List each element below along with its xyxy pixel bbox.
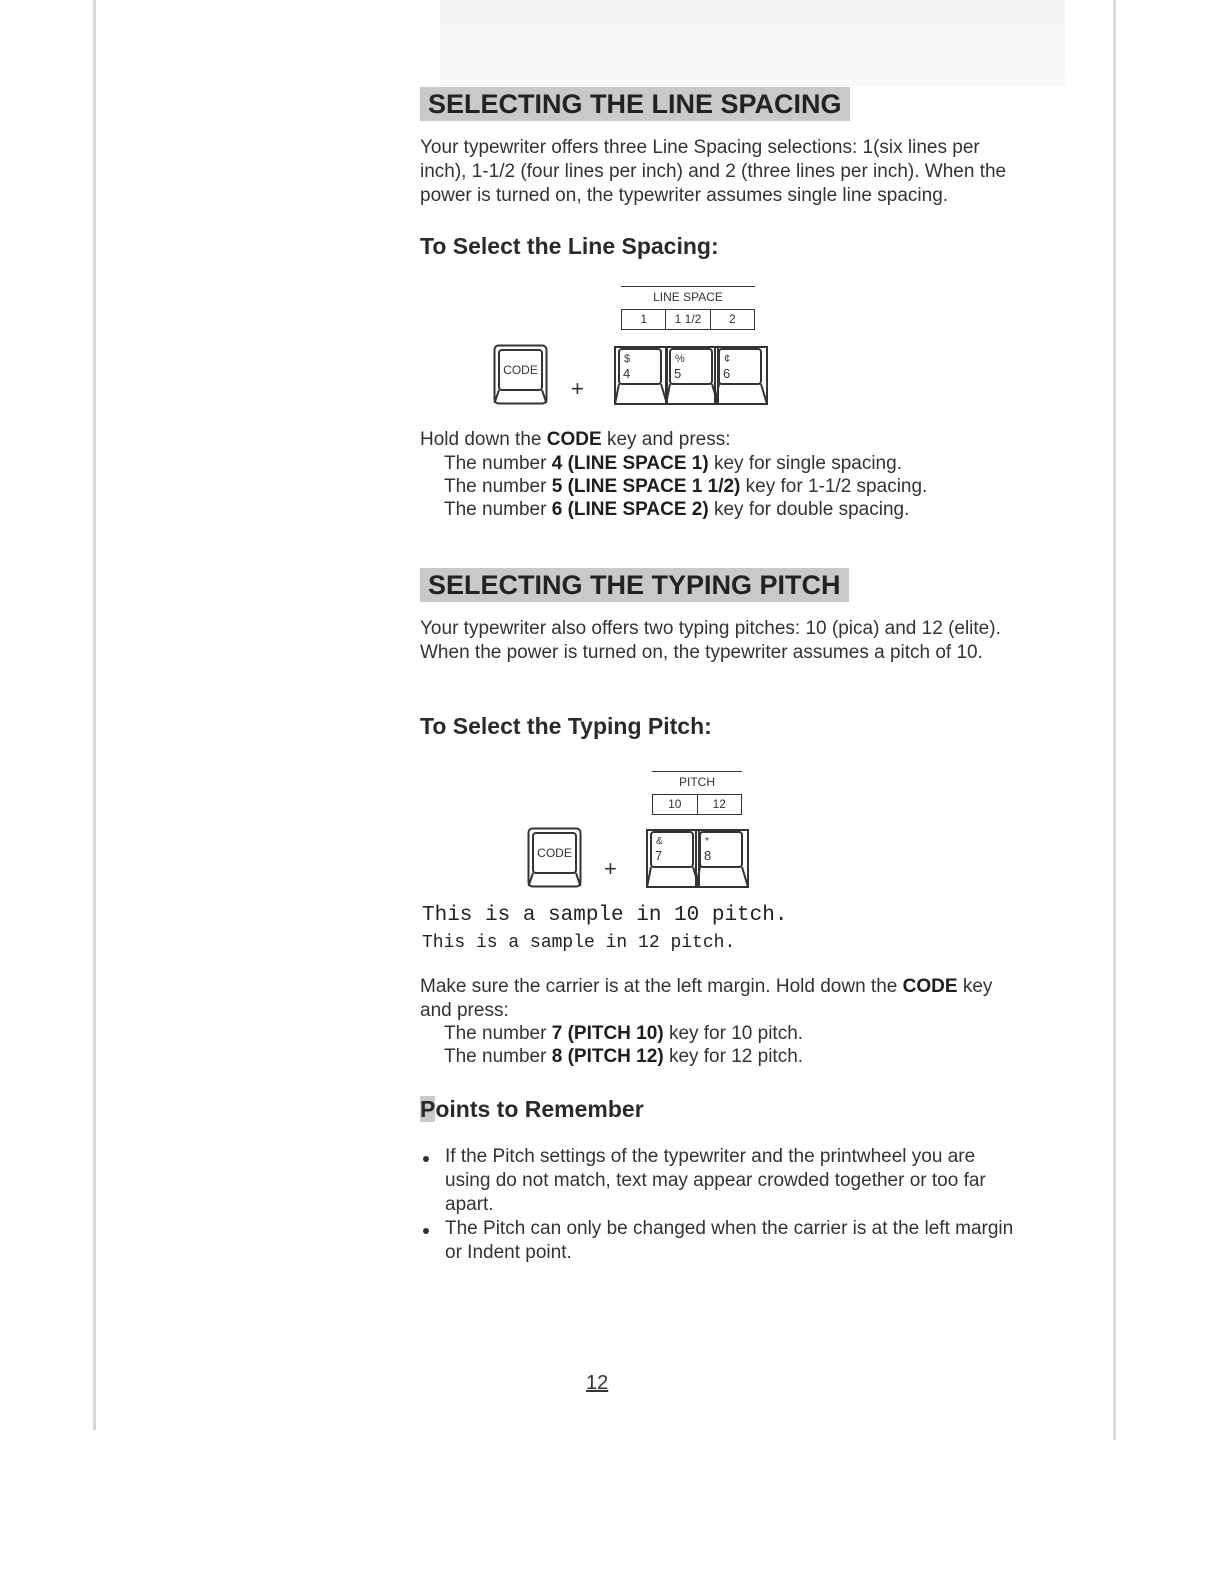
plus-sign: + bbox=[571, 376, 584, 401]
key-6-icon bbox=[714, 346, 768, 406]
typing-pitch-instruction bbox=[420, 975, 992, 999]
key-5-icon bbox=[665, 346, 719, 406]
line-spacing-title: SELECTING THE LINE SPACING bbox=[420, 87, 850, 121]
code-key-label: CODE bbox=[537, 846, 572, 860]
typing-pitch-step-1 bbox=[444, 1022, 803, 1046]
step-post: key for single spacing. bbox=[713, 453, 902, 474]
key-8-icon bbox=[695, 829, 749, 889]
step-key: 6 (LINE SPACE 2) bbox=[551, 499, 709, 520]
typing-pitch-title: SELECTING THE TYPING PITCH bbox=[420, 568, 849, 602]
key-7-icon bbox=[646, 829, 700, 889]
step-pre: The number bbox=[444, 476, 547, 497]
key-6-symbol: ¢ bbox=[724, 353, 731, 365]
step-pre: The number bbox=[444, 499, 547, 520]
step-pre: The number bbox=[444, 453, 547, 474]
code-key-icon bbox=[527, 827, 583, 889]
line-space-selector bbox=[621, 286, 755, 330]
line-spacing-step-1 bbox=[444, 452, 902, 476]
pitch-option-12: 12 bbox=[697, 795, 742, 814]
line-space-option-1: 1 bbox=[640, 312, 647, 326]
code-key-label: CODE bbox=[503, 363, 538, 377]
line-space-label: LINE SPACE bbox=[621, 286, 755, 304]
key-5-symbol: % bbox=[675, 353, 685, 365]
points-list bbox=[420, 1145, 1020, 1265]
sample-12-pitch: This is a sample in 12 pitch. bbox=[422, 933, 736, 953]
key-5-number: 5 bbox=[674, 366, 682, 381]
line-spacing-intro: Your typewriter offers three Line Spacing selections: 1(six lines per inch), 1-1/2 (four lines per inch) and 2 (three lines per inch). When the power is turned on, the typewriter assumes single line spacing. bbox=[420, 137, 1007, 206]
page-edge-left bbox=[93, 0, 96, 1430]
instruction-code: CODE bbox=[546, 429, 602, 450]
step-key: 7 (PITCH 10) bbox=[551, 1023, 664, 1044]
line-space-option-1-half: 1 1/2 bbox=[665, 310, 709, 329]
instruction-code: CODE bbox=[902, 976, 958, 997]
instruction-lead: Make sure the carrier is at the left margin. Hold down the bbox=[420, 976, 898, 997]
line-spacing-instruction bbox=[420, 428, 731, 452]
line-spacing-step-2 bbox=[444, 475, 927, 499]
instruction-tail: key bbox=[962, 976, 993, 997]
step-post: key for 1-1/2 spacing. bbox=[745, 476, 928, 497]
bullet-icon bbox=[423, 1228, 429, 1234]
instruction-tail: key and press: bbox=[606, 429, 731, 450]
key-8-symbol: * bbox=[705, 836, 709, 847]
key-4-icon bbox=[614, 346, 668, 406]
step-key: 8 (PITCH 12) bbox=[551, 1046, 664, 1067]
typing-pitch-intro: Your typewriter also offers two typing pitches: 10 (pica) and 12 (elite). When the power is turned on, the typewriter assumes a pitch of 10. bbox=[420, 618, 1001, 663]
page-edge-right bbox=[1113, 0, 1116, 1440]
typing-pitch-instruction-line2: and press: bbox=[420, 1000, 509, 1021]
step-post: key for 10 pitch. bbox=[668, 1023, 804, 1044]
key-4-number: 4 bbox=[623, 366, 631, 381]
points-heading-initial: P bbox=[420, 1096, 436, 1122]
bullet-icon bbox=[423, 1156, 429, 1162]
list-item bbox=[420, 1217, 1020, 1265]
line-spacing-step-3 bbox=[444, 498, 909, 522]
sample-10-pitch: This is a sample in 10 pitch. bbox=[422, 904, 788, 927]
points-heading bbox=[420, 1096, 644, 1123]
instruction-lead: Hold down the bbox=[420, 429, 542, 450]
pitch-selector bbox=[652, 771, 742, 815]
typing-pitch-subheading: To Select the Typing Pitch: bbox=[420, 713, 712, 739]
step-post: key for double spacing. bbox=[713, 499, 910, 520]
line-space-option-2: 2 bbox=[710, 310, 754, 329]
list-item bbox=[420, 1145, 1020, 1217]
line-spacing-subheading: To Select the Line Spacing: bbox=[420, 233, 719, 259]
code-key-icon bbox=[493, 344, 549, 406]
page-number: 12 bbox=[586, 1372, 609, 1394]
bleed-through-band bbox=[440, 0, 1065, 86]
point-text-1: If the Pitch settings of the typewriter and the printwheel you are using do not match, text may appear crowded together or too far apart. bbox=[445, 1146, 986, 1215]
point-text-2: The Pitch can only be changed when the carrier is at the left margin or Indent point. bbox=[445, 1218, 1014, 1263]
pitch-label: PITCH bbox=[652, 771, 742, 789]
step-pre: The number bbox=[444, 1023, 547, 1044]
key-7-number: 7 bbox=[655, 848, 663, 863]
plus-sign: + bbox=[604, 856, 617, 881]
step-pre: The number bbox=[444, 1046, 547, 1067]
step-key: 5 (LINE SPACE 1 1/2) bbox=[551, 476, 741, 497]
pitch-options bbox=[652, 794, 742, 815]
key-7-symbol: & bbox=[656, 836, 663, 847]
key-6-number: 6 bbox=[723, 366, 731, 381]
typing-pitch-step-2 bbox=[444, 1045, 803, 1069]
pitch-option-10: 10 bbox=[668, 797, 682, 811]
points-heading-rest: oints to Remember bbox=[435, 1096, 644, 1122]
key-4-symbol: $ bbox=[624, 353, 631, 365]
step-post: key for 12 pitch. bbox=[668, 1046, 804, 1067]
step-key: 4 (LINE SPACE 1) bbox=[551, 453, 709, 474]
key-8-number: 8 bbox=[704, 848, 712, 863]
line-space-options bbox=[621, 309, 755, 330]
